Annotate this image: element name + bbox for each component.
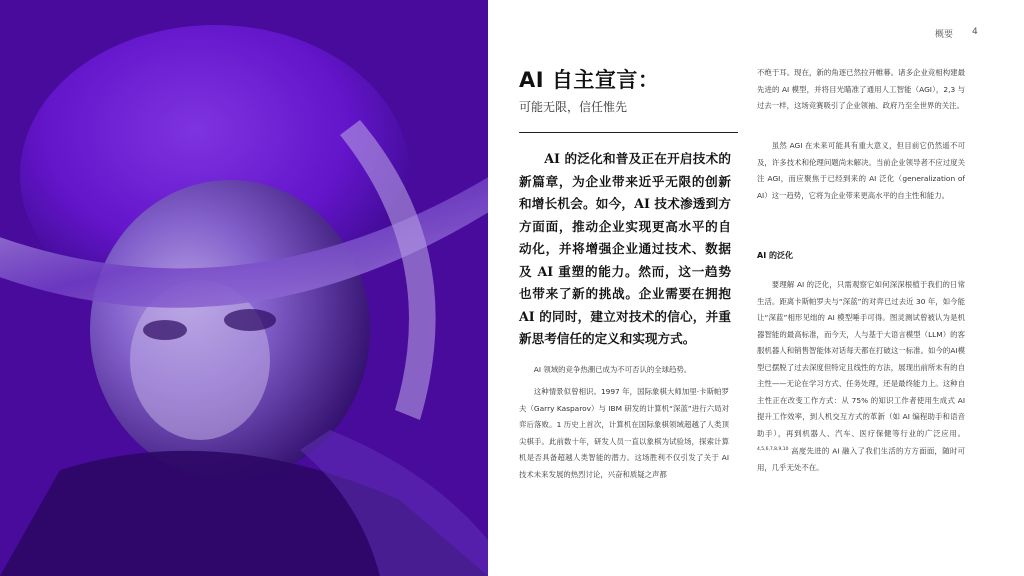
body-paragraph-5-text: 要理解 AI 的泛化，只需观察它如何深深根植于我们的日常生活。距离卡斯帕罗夫与“深蓝”的对弈已过去近 30 年，如今能让“深蓝”相形见绌的 AI 模型唾手可得。图灵测试曾被认为是机器智能的最高标准，而今天，人与基于大语言模型（LLM）的客服机器人和销售智能体对话每天都在打破这一标准。如今的AI模型已摆脱了过去深度但特定且线性的方法，展现出前所未有的自主性——无论在学习方式、任务处理，还是最终能力上。这种自主性正在改变工作方式：从 75% 的知识工作者使用生成式 AI 提升工作效率，到人机交互方式的革新（如 AI 编程助手和语音助手），再到机器人、汽车、医疗保健等行业的广泛应用。 [757,280,965,438]
footnote-ref: 4,5,6,7,8,9,10 [757,447,789,452]
page-title: AI 自主宣言： [519,68,660,92]
page-number: 4 [972,27,978,37]
hero-artwork [0,0,488,576]
hero-image [0,0,488,576]
body-paragraph-5-tail: 高度先进的 AI 融入了我们生活的方方面面，随时可用，几乎无处不在。 [757,446,965,472]
body-paragraph-1: AI 领域的竞争热潮已成为不可否认的全球趋势。 [533,365,692,374]
lead-paragraph: AI 的泛化和普及正在开启技术的新篇章，为企业带来近乎无限的创新和增长机会。如今，AI 技术渗透到方方面面，推动企业实现更高水平的自动化，并将增强企业通过技术、数据及 AI 重塑的能力。然而，这一趋势也带来了新的挑战。企业需要在拥抱 AI 的同时，建立对技术的信心，并重新思考信任的定义和实现方式。 [519,151,731,346]
body-paragraph-3: 不绝于耳。现在，新的角逐已然拉开帷幕。诸多企业竞相构建最先进的 AI 模型，并将目光瞄准了通用人工智能（AGI），2,3 与过去一样，这场竞赛吸引了企业领袖、政府乃至全世界的关注。 [757,68,965,110]
running-head: 概要 [935,30,954,40]
page-subtitle: 可能无限，信任惟先 [519,100,628,114]
title-divider [519,132,738,133]
body-paragraph-2: 这种情景似曾相识。1997 年，国际象棋大师加里·卡斯帕罗夫（Garry Kasparov）与 IBM 研发的计算机“深蓝”进行六局对弈后落败。1 历史上首次，计算机在国际象棋领域超越了人类顶尖棋手。此前数十年，研发人员一直以象棋为试验场，探索计算机是否具备超越人类智能的潜力。这场胜利不仅引发了关于 AI 技术未来发展的热烈讨论，兴奋和质疑之声都 [519,387,729,479]
body-paragraph-4: 虽然 AGI 在未来可能具有重大意义，但目前它仍然遥不可及，许多技术和伦理问题尚未解决。当前企业领导者不应过度关注 AGI，而应聚焦于已经到来的 AI 泛化（generalization of AI）这一趋势，它将为企业带来更高水平的自主性和能力。 [757,141,965,200]
section-heading: AI 的泛化 [757,251,793,260]
body-paragraph-5 [757,277,965,476]
